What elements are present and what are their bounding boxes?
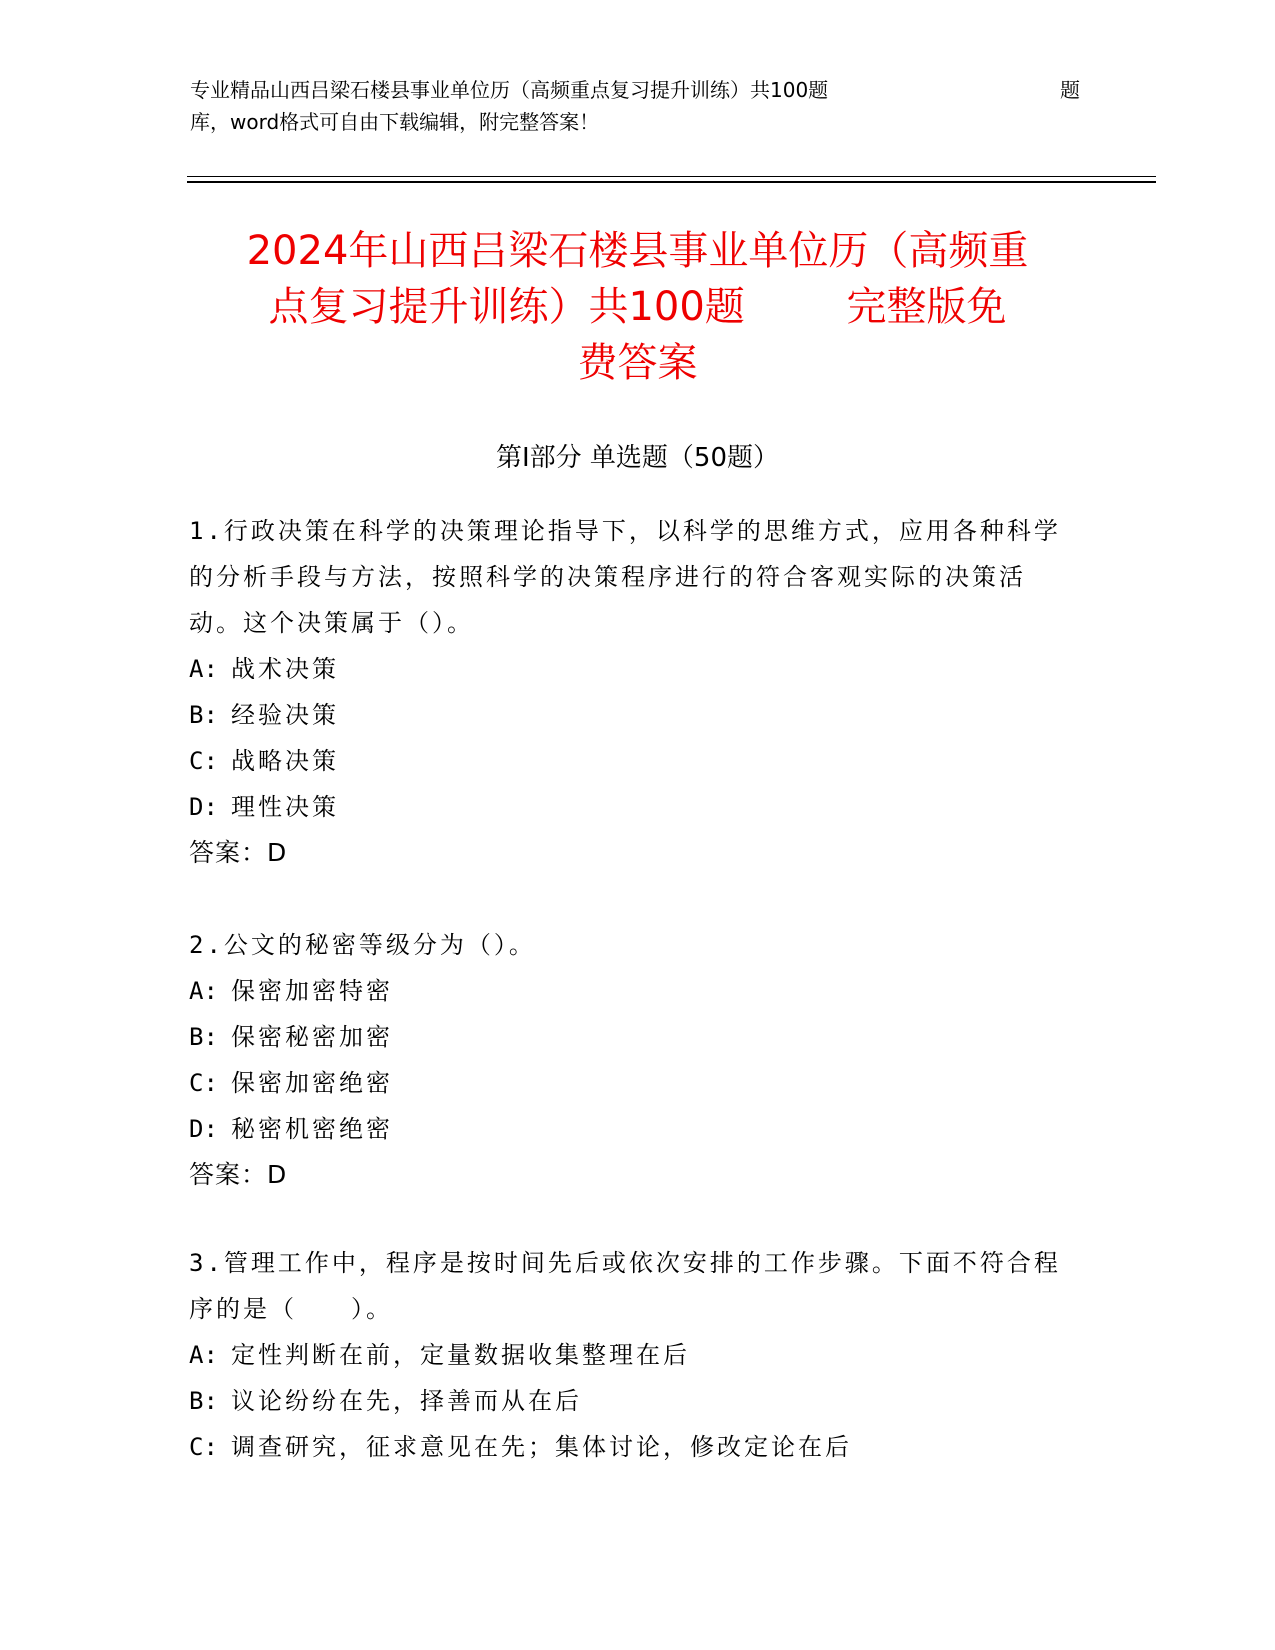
header-line-2: 库，word格式可自由下载编辑，附完整答案！ [190,110,600,134]
option-c [189,738,1069,784]
option-letter: C: [189,1069,218,1097]
section-heading: 第I部分 单选题（50题） [495,443,780,473]
title-line-3: 费答案 [577,340,698,386]
question-3 [189,1240,1069,1470]
answer-text: 答案：D [189,838,288,867]
header-divider-thin [187,176,1156,177]
option-b [189,1378,1069,1424]
header-text-left: 专业精品山西吕梁石楼县事业单位历（高频重点复习提升训练）共100题 [190,78,829,102]
question-1 [189,508,1069,876]
option-text: 战术决策 [231,655,339,683]
option-letter: B: [189,1387,218,1415]
option-letter: D: [189,1115,218,1143]
option-text: 理性决策 [231,793,339,821]
option-letter: B: [189,1023,218,1051]
option-a [189,646,1069,692]
title-line-1: 2024年山西吕梁石楼县事业单位历（高频重 [246,228,1029,274]
option-text: 定性判断在前，定量数据收集整理在后 [231,1341,690,1369]
option-letter: C: [189,1433,218,1461]
answer-text: 答案：D [189,1160,288,1189]
option-letter: A: [189,1341,218,1369]
option-text: 经验决策 [231,701,339,729]
option-a [189,968,1069,1014]
option-b [189,1014,1069,1060]
title-line-2: 点复习提升训练）共100题 完整版免 [268,284,1007,330]
option-text: 议论纷纷在先，择善而从在后 [231,1387,582,1415]
option-letter: C: [189,747,218,775]
option-d [189,1106,1069,1152]
question-2 [189,922,1069,1198]
header-line-1 [190,74,1080,106]
option-c [189,1060,1069,1106]
question-stem: 1.行政决策在科学的决策理论指导下，以科学的思维方式，应用各种科学的分析手段与方法，按照科学的决策程序进行的符合客观实际的决策活动。这个决策属于（）。 [189,517,1061,637]
option-text: 保密加密绝密 [231,1069,393,1097]
option-letter: A: [189,977,218,1005]
question-stem: 3.管理工作中，程序是按时间先后或依次安排的工作步骤。下面不符合程序的是（ ）。 [189,1249,1061,1323]
option-d [189,784,1069,830]
option-text: 秘密机密绝密 [231,1115,393,1143]
header-divider-thick [187,181,1156,183]
header-text-right: 题 [1060,78,1080,102]
option-a [189,1332,1069,1378]
option-c [189,1424,1069,1470]
option-letter: A: [189,655,218,683]
page-header [190,74,1080,138]
option-letter: D: [189,793,218,821]
option-text: 保密秘密加密 [231,1023,393,1051]
option-text: 调查研究，征求意见在先；集体讨论，修改定论在后 [231,1433,852,1461]
document-title [170,223,1105,391]
option-b [189,692,1069,738]
question-stem: 2.公文的秘密等级分为（）。 [189,931,536,959]
option-text: 保密加密特密 [231,977,393,1005]
option-text: 战略决策 [231,747,339,775]
option-letter: B: [189,701,218,729]
